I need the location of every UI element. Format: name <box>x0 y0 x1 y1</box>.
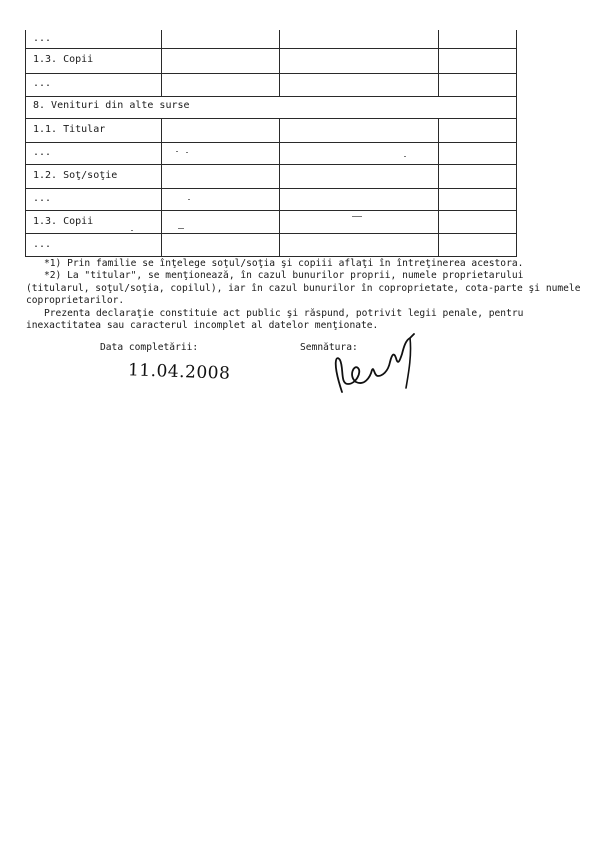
scan-speck <box>178 228 184 229</box>
footnotes <box>26 258 586 332</box>
table-row-label: ... <box>33 33 52 44</box>
table-row-label: 1.3. Copii <box>33 54 94 65</box>
row-divider <box>25 142 517 143</box>
legal-statement: Prezenta declaraţie constituie act public şi răspund, potrivit legii penale, pentru inexactitatea sau caracterul incomplet al datelor menţionate. <box>26 307 530 332</box>
signature-label: Semnătura: <box>300 342 358 353</box>
completion-date: 11.04.2008 <box>127 360 231 384</box>
table-right-border-upper <box>516 30 517 96</box>
col-sep-3-lower <box>438 118 439 256</box>
scan-speck <box>176 151 178 152</box>
table-row-label: ... <box>33 239 52 250</box>
table-row-label: ... <box>33 193 52 204</box>
table-left-border <box>25 30 26 256</box>
row-divider <box>25 48 517 49</box>
table-row-label: ... <box>33 78 52 89</box>
table-row-label: 1.1. Titular <box>33 124 106 135</box>
scan-speck <box>186 152 188 153</box>
col-sep-3-upper <box>438 30 439 96</box>
footnote-2: *2) La "titular", se menţionează, în cazul bunurilor proprii, numele proprietarului (titularul, soţul/soţia, copilul), iar în cazul bunurilor în coproprietate, cota-parte şi numele coproprietarilor. <box>26 270 587 307</box>
row-divider <box>25 188 517 189</box>
handwritten-signature <box>326 332 426 400</box>
row-divider <box>25 210 517 211</box>
footnote-1: *1) Prin familie se înţelege soţul/soţia şi copiii aflaţi în întreţinerea acestora. <box>44 258 524 269</box>
row-divider <box>25 233 517 234</box>
col-sep-2-lower <box>279 118 280 256</box>
section-heading: 8. Venituri din alte surse <box>33 100 190 111</box>
date-label: Data completării: <box>100 342 199 353</box>
col-sep-1-upper <box>161 30 162 96</box>
table-right-border-lower <box>516 118 517 256</box>
row-divider <box>25 164 517 165</box>
row-divider <box>25 118 517 119</box>
col-sep-1-lower <box>161 118 162 256</box>
scan-speck <box>404 156 406 157</box>
scan-speck <box>352 216 362 217</box>
scan-speck <box>188 199 190 200</box>
table-row-label: ... <box>33 147 52 158</box>
row-divider <box>25 73 517 74</box>
row-divider <box>25 96 517 97</box>
table-row-label: 1.3. Copii <box>33 216 94 227</box>
section-right-border <box>516 96 517 118</box>
table-row-label: 1.2. Soţ/soţie <box>33 170 118 181</box>
table-bottom-border <box>25 256 517 257</box>
col-sep-2-upper <box>279 30 280 96</box>
scan-speck <box>131 230 133 231</box>
